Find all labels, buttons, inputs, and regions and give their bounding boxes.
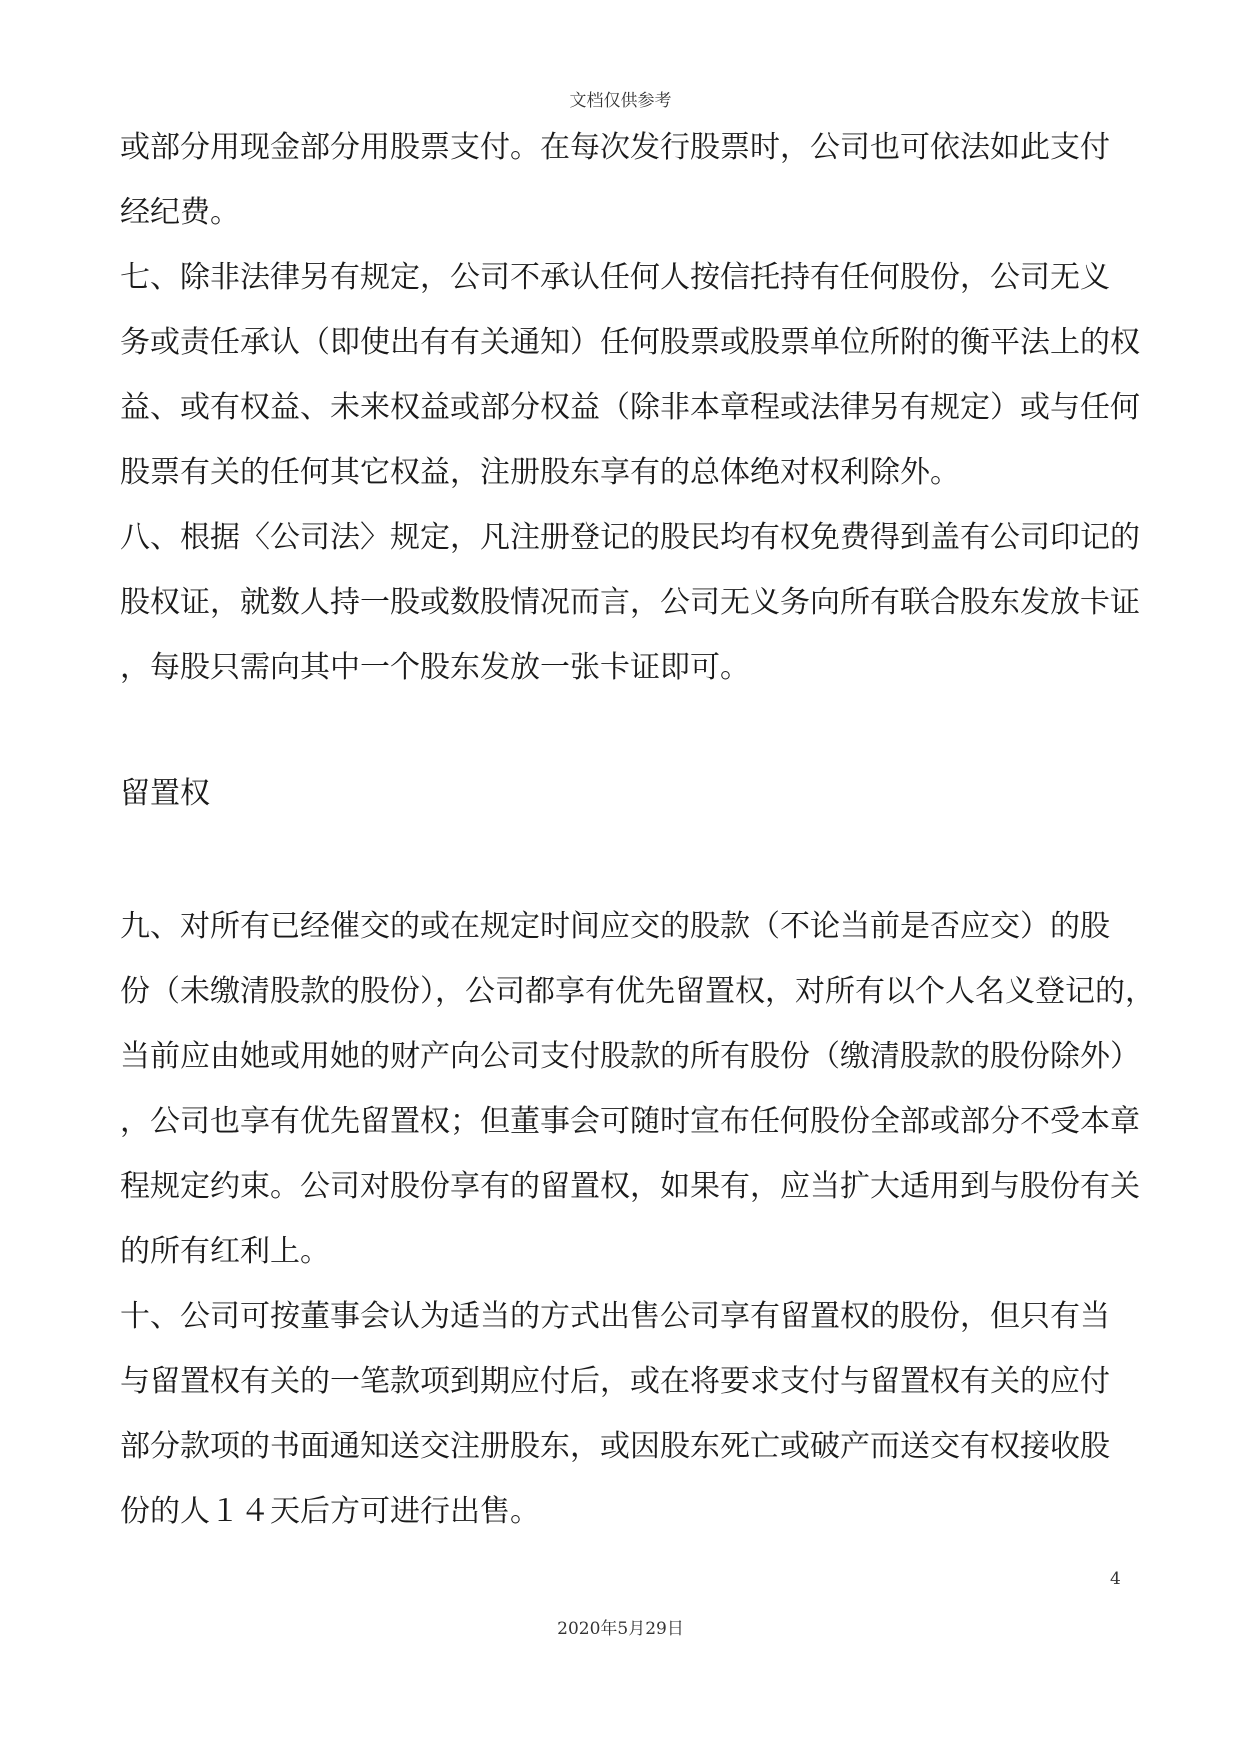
page-header: 文档仅供参考 bbox=[569, 91, 672, 111]
body-line: 股权证，就数人持一股或数股情况而言，公司无义务向所有联合股东发放卡证 bbox=[120, 585, 1140, 620]
body-line: 程规定约束。公司对股份享有的留置权，如果有，应当扩大适用到与股份有关 bbox=[120, 1169, 1140, 1204]
body-line: 经纪费。 bbox=[120, 195, 240, 230]
body-line: 务或责任承认（即使出有有关通知）任何股票或股票单位所附的衡平法上的权 bbox=[120, 325, 1140, 360]
page-number: 4 bbox=[1110, 1569, 1121, 1589]
body-line: 九、对所有已经催交的或在规定时间应交的股款（不论当前是否应交）的股 bbox=[120, 909, 1110, 944]
body-line: 益、或有权益、未来权益或部分权益（除非本章程或法律另有规定）或与任何 bbox=[120, 390, 1140, 425]
body-line: ，每股只需向其中一个股东发放一张卡证即可。 bbox=[120, 650, 750, 685]
body-line: 十、公司可按董事会认为适当的方式出售公司享有留置权的股份，但只有当 bbox=[120, 1299, 1110, 1334]
body-line: 部分款项的书面通知送交注册股东，或因股东死亡或破产而送交有权接收股 bbox=[120, 1429, 1110, 1464]
body-line: 七、除非法律另有规定，公司不承认任何人按信托持有任何股份，公司无义 bbox=[120, 260, 1110, 295]
body-line: 份（未缴清股款的股份），公司都享有优先留置权，对所有以个人名义登记的， bbox=[120, 974, 1155, 1009]
body-line: ，公司也享有优先留置权；但董事会可随时宣布任何股份全部或部分不受本章 bbox=[120, 1104, 1140, 1139]
body-line: 当前应由她或用她的财产向公司支付股款的所有股份（缴清股款的股份除外） bbox=[120, 1039, 1140, 1074]
body-line: 的所有红利上。 bbox=[120, 1234, 330, 1269]
body-line: 与留置权有关的一笔款项到期应付后，或在将要求支付与留置权有关的应付 bbox=[120, 1364, 1110, 1399]
section-heading: 留置权 bbox=[120, 776, 210, 811]
body-line: 八、根据〈公司法〉规定，凡注册登记的股民均有权免费得到盖有公司印记的 bbox=[120, 520, 1140, 555]
body-line: 或部分用现金部分用股票支付。在每次发行股票时，公司也可依法如此支付 bbox=[120, 130, 1110, 165]
body-line: 份的人１４天后方可进行出售。 bbox=[120, 1494, 540, 1529]
body-line: 股票有关的任何其它权益，注册股东享有的总体绝对权利除外。 bbox=[120, 455, 960, 490]
footer-date: 2020年5月29日 bbox=[557, 1619, 684, 1639]
